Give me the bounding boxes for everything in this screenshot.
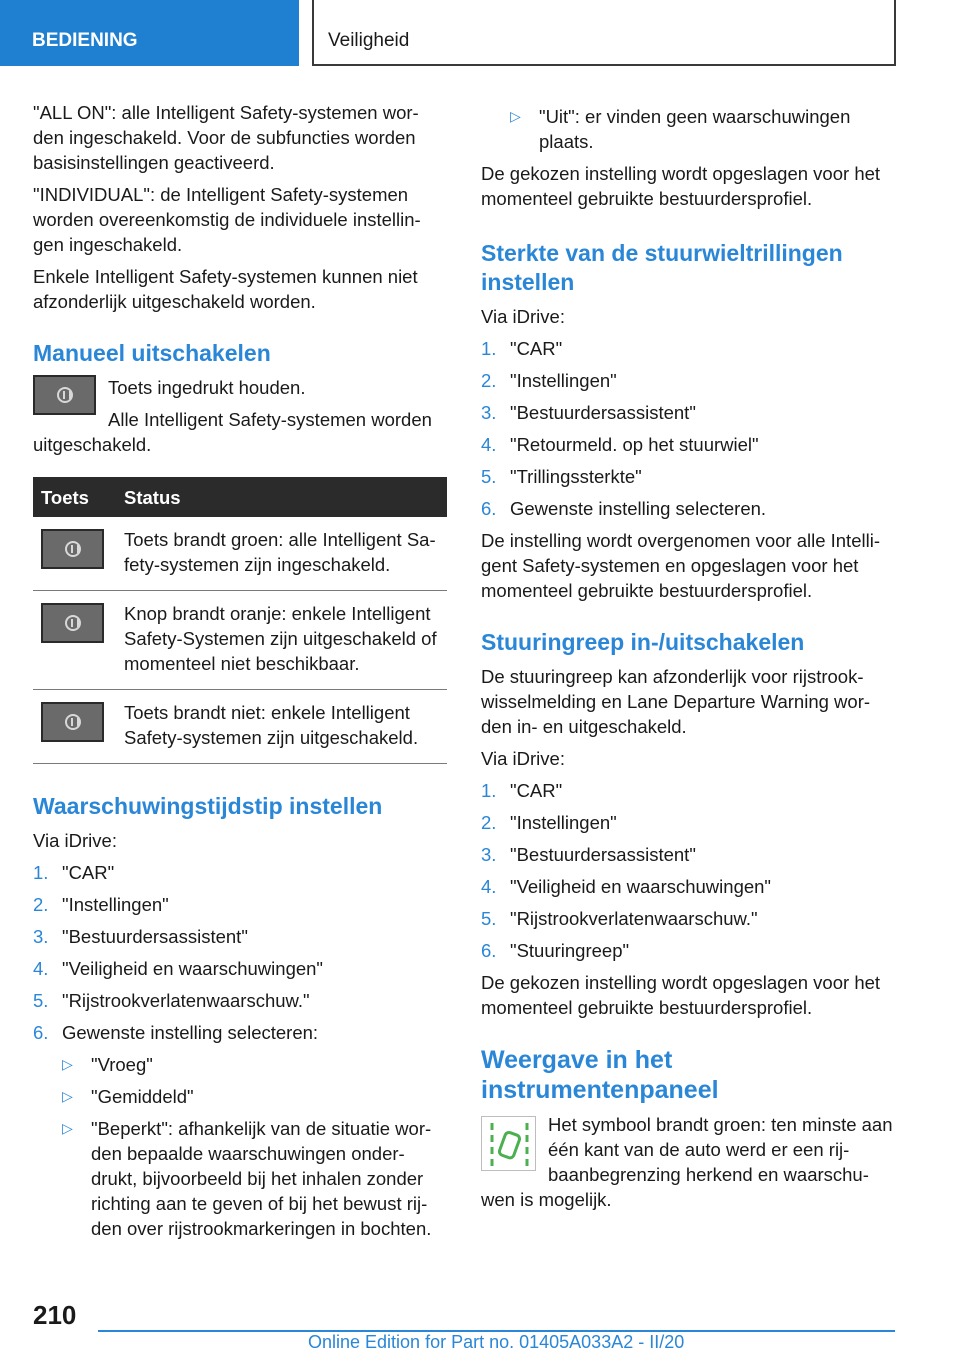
steer-steps xyxy=(481,778,897,963)
strength-steps xyxy=(481,336,897,521)
list-item: 3. "Bestuurdersassistent" xyxy=(33,926,248,947)
list-item: 4. "Retourmeld. op het stuurwiel" xyxy=(481,434,759,455)
manual-line-1: Toets ingedrukt houden. xyxy=(108,377,306,398)
paragraph-display-text: Het symbool brandt groen: ten minste aan één kant van de auto werd er een rij-baanbegrenzing herkend en waarschu-wen is mogelijk. xyxy=(481,1114,893,1210)
lane-departure-icon xyxy=(481,1116,536,1171)
table-row xyxy=(33,591,447,690)
table-header-status: Status xyxy=(116,477,447,517)
left-column xyxy=(33,100,447,1248)
via-idrive: Via iDrive: xyxy=(481,306,565,327)
heading-manual-off: Manueel uitschakelen xyxy=(33,340,271,366)
right-column xyxy=(481,100,897,1219)
triangle-bullet-icon: ▷ xyxy=(62,1088,73,1104)
via-idrive: Via iDrive: xyxy=(33,830,117,851)
paragraph-steer-desc: De stuuringreep kan afzonderlijk voor rijstrook-wisselmelding en Lane Departure Warning wor-den in- en uitgeschakeld. xyxy=(481,666,871,737)
warning-options xyxy=(62,1052,447,1241)
list-item: 6. Gewenste instelling selecteren: ▷ "Vroeg" ▷ "Gemiddeld" ▷ "Beperkt": afhankelijk van de situatie wor-den bepaalde waarschuwingen onder-drukt, bijvoorbeeld bij het inhalen zonder richting aan te geven of bij het bewust rij-den over rijstrookmarkeringen in bochten. xyxy=(33,1020,447,1241)
list-item: 1. "CAR" xyxy=(33,862,115,883)
safety-button-icon xyxy=(41,529,104,569)
paragraph-saved-1: De gekozen instelling wordt opgeslagen voor het momenteel gebruikte bestuurdersprofiel. xyxy=(481,163,881,209)
table-cell-status: Toets brandt groen: alle Intelligent Sa-fety-systemen zijn ingeschakeld. xyxy=(116,517,447,591)
safety-button-icon xyxy=(41,603,104,643)
list-item: 2. "Instellingen" xyxy=(481,812,617,833)
table-header-key: Toets xyxy=(33,477,116,517)
list-item: 5. "Rijstrookverlatenwaarschuw." xyxy=(481,908,758,929)
table-cell-status: Toets brandt niet: enkele Intelligent Safety-systemen zijn uitgeschakeld. xyxy=(116,690,447,764)
safety-button-icon xyxy=(41,702,104,742)
list-item: 5. "Trillingssterkte" xyxy=(481,466,642,487)
list-item: 4. "Veiligheid en waarschuwingen" xyxy=(481,876,771,897)
list-item: 6. Gewenste instelling selecteren. xyxy=(481,498,767,519)
warning-options-continued xyxy=(481,104,897,154)
list-item: 6. "Stuuringreep" xyxy=(481,940,630,961)
list-item: 3. "Bestuurdersassistent" xyxy=(481,402,696,423)
page-number: 210 xyxy=(33,1300,77,1330)
list-item: ▷ "Beperkt": afhankelijk van de situatie wor-den bepaalde waarschuwingen onder-drukt, bijvoorbeeld bij het inhalen zonder richting aan te geven of bij het bewust rij-den over rijstrookmarkeringen in bochten. xyxy=(62,1118,432,1239)
heading-instrument-display: Weergave in het instrumentenpaneel xyxy=(481,1046,719,1104)
list-item: 5. "Rijstrookverlatenwaarschuw." xyxy=(33,990,310,1011)
table-row xyxy=(33,517,447,591)
list-item: ▷ "Vroeg" xyxy=(62,1054,153,1075)
list-item: 4. "Veiligheid en waarschuwingen" xyxy=(33,958,323,979)
manual-line-2: Alle Intelligent Safety-systemen worden uitgeschakeld. xyxy=(33,409,432,455)
paragraph-some-systems: Enkele Intelligent Safety-systemen kunnen niet afzonderlijk uitgeschakeld worden. xyxy=(33,266,418,312)
paragraph-all-on: "ALL ON": alle Intelligent Safety-systemen wor-den ingeschakeld. Voor de subfuncties worden basisinstellingen geactiveerd. xyxy=(33,102,419,173)
footer-edition: Online Edition for Part no. 01405A033A2 - II/20 xyxy=(308,1332,685,1352)
list-item: 1. "CAR" xyxy=(481,780,563,801)
triangle-bullet-icon: ▷ xyxy=(62,1120,73,1136)
list-item: ▷ "Uit": er vinden geen waarschuwingen plaats. xyxy=(510,106,851,152)
heading-steering-intervention: Stuuringreep in-/uitschakelen xyxy=(481,629,805,655)
paragraph-taken-over: De instelling wordt overgenomen voor alle Intelli-gent Safety-systemen en opgeslagen voor het momenteel gebruikte bestuurdersprofiel. xyxy=(481,530,880,601)
via-idrive: Via iDrive: xyxy=(481,748,565,769)
list-item: 2. "Instellingen" xyxy=(481,370,617,391)
list-item: ▷ "Gemiddeld" xyxy=(62,1086,194,1107)
paragraph-saved-2: De gekozen instelling wordt opgeslagen voor het momenteel gebruikte bestuurdersprofiel. xyxy=(481,972,881,1018)
heading-vibration-strength: Sterkte van de stuurwieltrillingen instellen xyxy=(481,240,843,295)
display-block xyxy=(481,1112,897,1212)
status-table xyxy=(33,477,447,764)
safety-button-icon xyxy=(33,375,96,415)
paragraph-individual: "INDIVIDUAL": de Intelligent Safety-systemen worden overeenkomstig de individuele instellin-gen ingeschakeld. xyxy=(33,184,421,255)
section-tab: BEDIENING xyxy=(0,0,299,66)
table-row xyxy=(33,690,447,764)
list-item: 3. "Bestuurdersassistent" xyxy=(481,844,696,865)
chapter-title: Veiligheid xyxy=(312,0,896,66)
triangle-bullet-icon: ▷ xyxy=(62,1056,73,1072)
table-cell-status: Knop brandt oranje: enkele Intelligent Safety-Systemen zijn uitgeschakeld of momenteel niet beschikbaar. xyxy=(116,591,447,690)
manual-off-block xyxy=(33,375,447,457)
triangle-bullet-icon: ▷ xyxy=(510,108,521,124)
list-item: 1. "CAR" xyxy=(481,338,563,359)
heading-warning-time: Waarschuwingstijdstip instellen xyxy=(33,793,383,819)
list-item: 2. "Instellingen" xyxy=(33,894,169,915)
warning-steps xyxy=(33,860,447,1241)
